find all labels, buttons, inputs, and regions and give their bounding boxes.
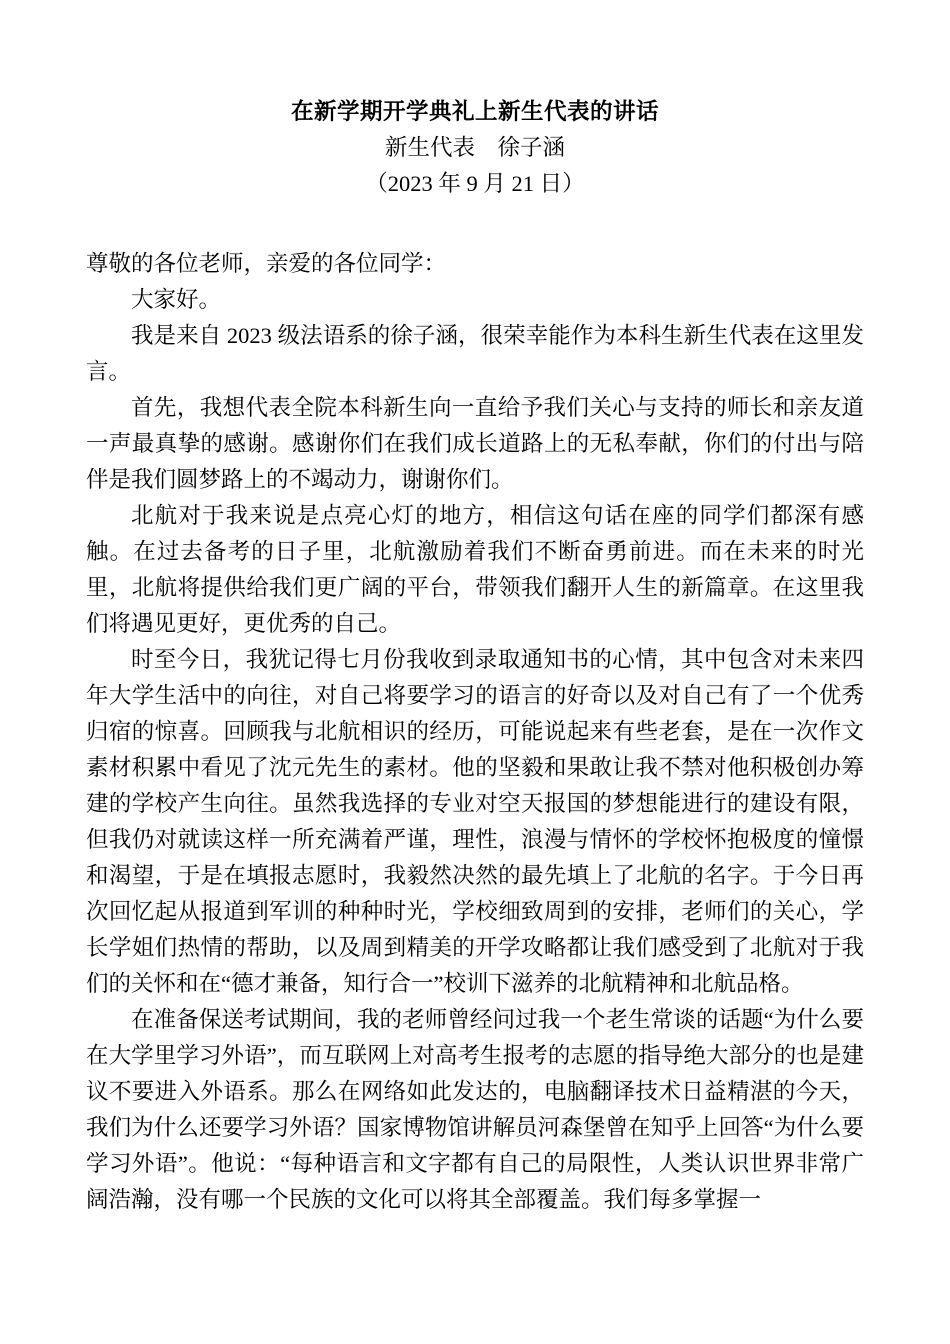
paragraph-why-learn-foreign-language: 在准备保送考试期间，我的老师曾经问过我一个老生常谈的话题“为什么要在大学里学习外语”，而互联网上对高考生报考的志愿的指导绝大部分的也是建议不要进入外语系。那么在网络如此发达的，电脑翻译技术日益精湛的今天，我们为什么还要学习外语？国家博物馆讲解员河森堡曾在知乎上回答“为什么要学习外语”。他说：“每种语言和文字都有自己的局限性，人类认识世界非常广阔浩瀚，没有哪一个民族的文化可以将其全部覆盖。我们每多掌握一 [86, 1007, 864, 1212]
paragraph-self-introduction: 我是来自 2023 级法语系的徐子涵，很荣幸能作为本科生新生代表在这里发言。 [86, 323, 864, 384]
paragraph-thanks: 首先，我想代表全院本科新生向一直给予我们关心与支持的师长和亲友道一声最真挚的感谢。感谢你们在我们成长道路上的无私奉献，你们的付出与陪伴是我们圆梦路上的不竭动力，谢谢你们。 [86, 395, 864, 492]
date-line: （2023 年 9 月 21 日） [365, 171, 585, 196]
paragraph-admission-memory: 时至今日，我犹记得七月份我收到录取通知书的心情，其中包含对未来四年大学生活中的向往，对自己将要学习的语言的好奇以及对自己有了一个优秀归宿的惊喜。回顾我与北航相识的经历，可能说起来有些老套，是在一次作文素材积累中看见了沈元先生的素材。他的坚毅和果敢让我不禁对他积极创办筹建的学校产生向往。虽然我选择的专业对空天报国的梦想能进行的建设有限，但我仍对就读这样一所充满着严谨，理性，浪漫与情怀的学校怀抱极度的憧憬和渴望，于是在填报志愿时，我毅然决然的最先填上了北航的名字。于今日再次回忆起从报道到军训的种种时光，学校细致周到的安排，老师们的关心，学长学姐们热情的帮助，以及周到精美的开学攻略都让我们感受到了北航对于我们的关怀和在“德才兼备，知行合一”校训下滋养的北航精神和北航品格。 [86, 647, 864, 996]
document-body [86, 246, 864, 1218]
author-byline: 新生代表 徐子涵 [384, 135, 565, 160]
paragraph-beihang-lamp: 北航对于我来说是点亮心灯的地方，相信这句话在座的同学们都深有感触。在过去备考的日子里，北航激励着我们不断奋勇前进。而在未来的时光里，北航将提供给我们更广阔的平台，带领我们翻开人生的新篇章。在这里我们将遇见更好，更优秀的自己。 [86, 503, 864, 636]
salutation-line: 尊敬的各位老师，亲爱的各位同学： [86, 251, 447, 276]
paragraph-greeting: 大家好。 [131, 287, 222, 312]
document-title: 在新学期开学典礼上新生代表的讲话 [290, 99, 659, 124]
